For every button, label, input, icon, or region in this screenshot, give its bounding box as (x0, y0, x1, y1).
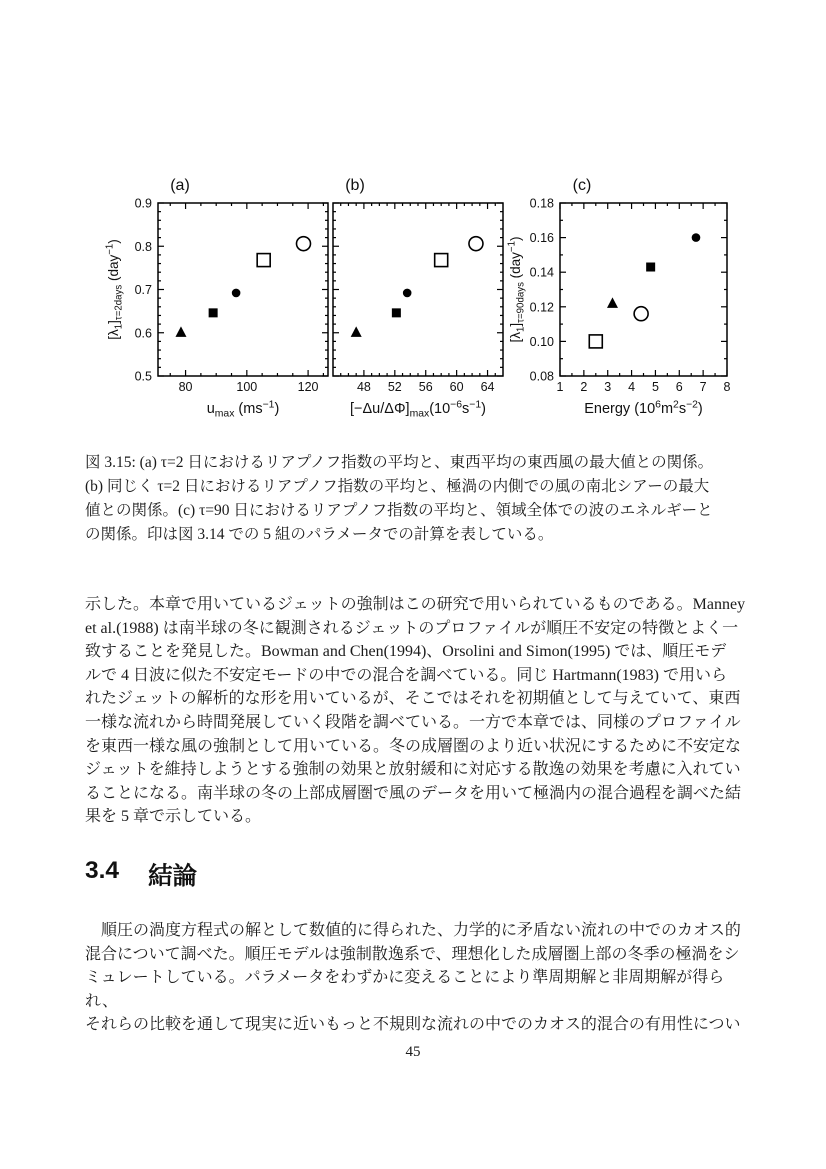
marker-filled-triangle (175, 326, 186, 337)
text-line: れたジェットの解析的な形を用いているが、そこではそれを初期値として与えていて、東西 (85, 690, 741, 708)
svg-text:2: 2 (580, 380, 588, 394)
svg-text:80: 80 (178, 380, 193, 394)
svg-text:0.9: 0.9 (134, 196, 152, 211)
marker-open-square (435, 254, 448, 267)
svg-text:0.14: 0.14 (529, 265, 554, 280)
svg-text:48: 48 (356, 380, 371, 394)
text-line: 致することを発見した。Bowman and Chen(1994)、Orsolini and Simon(1995) では、順圧モデ (85, 643, 727, 661)
svg-text:0.16: 0.16 (529, 231, 554, 246)
text-line: 一様な流れから時間発展していく段階を調べている。一方で本章では、同様のプロファイル (85, 713, 741, 731)
text-line: それらの比較を通して現実に近いもっと不規則な流れの中でのカオス的混合の有用性につい (85, 1016, 741, 1034)
svg-text:0.8: 0.8 (134, 239, 152, 254)
scatter-panel-a (105, 177, 329, 420)
body-paragraph-1 (85, 593, 753, 829)
marker-filled-triangle (351, 326, 362, 337)
svg-text:umax (ms−1): $u_{max}$ $(ms^{-1})$ (206, 399, 280, 420)
text-line: ルで 4 日波に似た不安定モードの中での混合を調べている。同じ Hartmann(1983) で用いら (85, 666, 727, 684)
svg-text:(c): (c) (572, 177, 592, 194)
text-line: et al.(1988) は南半球の冬に観測されるジェットのプロファイルが順圧不安定の特徴とよく一 (85, 619, 739, 637)
text-line: の関係。印は図 3.14 での 5 組のパラメータでの計算を表している。 (85, 526, 554, 543)
text-line: 混合について調べた。順圧モデルは強制散逸系で、理想化した成層圏上部の冬季の極渦をシ (85, 945, 740, 963)
section-heading (85, 857, 197, 892)
figure-3-15-charts (85, 155, 785, 425)
svg-text:6: 6 (675, 380, 683, 394)
svg-text:0.12: 0.12 (529, 300, 554, 315)
text-line: (b) 同じく τ=2 日におけるリアプノフ指数の平均と、極渦の内側での風の南北シアーの最大 (85, 478, 710, 495)
scatter-panel-c (507, 177, 731, 417)
text-line: ミュレートしている。パラメータをわずかに変えることにより準周期解と非周期解が得られ、 (85, 969, 725, 1010)
svg-text:0.10: 0.10 (529, 334, 554, 349)
svg-text:120: 120 (297, 380, 319, 394)
marker-filled-square (646, 263, 655, 272)
svg-text:0.6: 0.6 (134, 326, 152, 341)
text-line: 順圧の渦度方程式の解として数値的に得られた、力学的に矛盾ない流れの中でのカオス的 (101, 922, 741, 939)
marker-filled-circle (692, 233, 701, 242)
text-line: 図 3.15: (a) τ=2 日におけるリアプノフ指数の平均と、東西平均の東西風の最大値との関係。 (85, 454, 714, 471)
plot-frame (158, 203, 328, 376)
svg-text:0.7: 0.7 (134, 283, 152, 297)
svg-text:64: 64 (480, 380, 495, 394)
plot-frame (333, 203, 503, 376)
svg-text:[−Δu/ΔΦ]max(10−6s−1): $[-\Delta u/\Delta\Phi]_{max}(10^{-6}s^{-1})$ (350, 399, 486, 420)
text-line: を東西一様な風の強制として用いている。冬の成層圏のより近い状況にするために不安定な (85, 737, 742, 755)
marker-filled-square (392, 308, 401, 317)
svg-text:0.5: 0.5 (134, 369, 152, 384)
svg-text:(b): (b) (345, 177, 365, 194)
marker-open-circle (634, 307, 648, 321)
text-line: 値との関係。(c) τ=90 日におけるリアプノフ指数の平均と、領域全体での波のエネルギーと (85, 502, 713, 519)
marker-filled-square (209, 308, 218, 317)
marker-open-circle (296, 237, 310, 251)
page-number: 45 (405, 1044, 421, 1060)
section-number: 3.4 (85, 857, 120, 884)
marker-open-square (257, 254, 270, 267)
svg-text:1: 1 (556, 380, 564, 394)
section-title: 結論 (148, 863, 198, 890)
svg-text:0.08: 0.08 (529, 369, 554, 384)
svg-text:52: 52 (387, 380, 402, 394)
marker-open-square (589, 335, 602, 348)
svg-text:100: 100 (236, 380, 258, 394)
marker-open-circle (469, 237, 483, 251)
svg-text:7: 7 (699, 380, 707, 394)
svg-text:8: 8 (723, 380, 731, 394)
svg-text:60: 60 (449, 380, 464, 394)
svg-text:[λ1]τ=90days (day−1): $[\lambda_1]_{\tau=90days}$ (day$^{-1}$) (506, 236, 527, 343)
text-line: 示した。本章で用いているジェットの強制はこの研究で用いられているものである。Manney (85, 596, 746, 613)
marker-filled-triangle (607, 297, 618, 308)
svg-text:(a): (a) (170, 177, 190, 194)
marker-filled-circle (232, 289, 241, 298)
figure-3-15-caption (85, 451, 753, 547)
svg-text:5: 5 (651, 380, 659, 394)
body-paragraph-2 (85, 919, 753, 1037)
plot-frame (560, 203, 727, 376)
text-line: ジェットを維持しようとする強制の効果と放射緩和に対応する散逸の効果を考慮に入れてい (85, 761, 741, 779)
marker-filled-circle (403, 289, 412, 298)
svg-text:0.18: 0.18 (529, 196, 554, 211)
svg-text:4: 4 (628, 380, 636, 394)
svg-text:3: 3 (604, 380, 612, 394)
text-line: ることになる。南半球の冬の上部成層圏で風のデータを用いて極渦内の混合過程を調べた結 (85, 784, 742, 802)
svg-text:56: 56 (418, 380, 433, 394)
text-line: 果を 5 章で示している。 (85, 808, 262, 826)
svg-text:Energy (106m2s−2): Energy $(10^6m^2s^{-2})$ (584, 399, 703, 417)
svg-text:[λ1]τ=2days (day−1): $[\lambda_1]_{\tau=2days}$ (day$^{-1}$) (104, 239, 125, 340)
scatter-panel-b (333, 177, 503, 420)
